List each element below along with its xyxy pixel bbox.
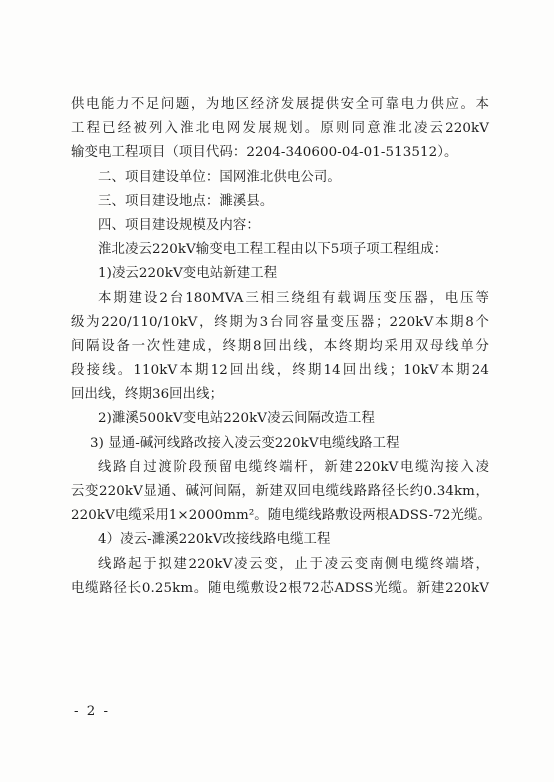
paragraph-line: 线路自过渡阶段预留电缆终端杆，新建220kV电缆沟接入凌 [98, 459, 489, 475]
paragraph-line: 淮北凌云220kV输变电工程工程由以下5项子项工程组成： [98, 242, 448, 258]
section-heading: 四、项目建设规模及内容： [98, 217, 260, 233]
subsection-heading: 1)凌云220kV变电站新建工程 [98, 266, 278, 282]
subsection-heading: 3) 显通-碱河线路改接入凌云变220kV电缆线路工程 [90, 435, 400, 451]
paragraph-line: 电缆路径长0.25km。随电缆敷设2根72芯ADSS光缆。新建220kV [71, 580, 489, 596]
subsection-heading: 2)濉溪500kV变电站220kV凌云间隔改造工程 [98, 411, 376, 427]
paragraph-line: 输变电工程项目（项目代码：2204-340600-04-01-513512）。 [71, 145, 458, 161]
paragraph-line: 间隔设备一次性建成，终期8回出线，本终期均采用双母线单分 [71, 338, 489, 354]
paragraph-line: 线路起于拟建220kV凌云变，止于凌云变南侧电缆终端塔， [98, 556, 489, 572]
subsection-heading: 4）凌云-濉溪220kV改接线路电缆工程 [98, 532, 331, 548]
section-heading: 二、项目建设单位：国网淮北供电公司。 [98, 169, 341, 185]
section-heading: 三、项目建设地点：濉溪县。 [98, 193, 274, 209]
paragraph-line: 级为220/110/10kV，终期为3台同容量变压器；220kV本期8个 [71, 314, 489, 330]
paragraph-line: 段接线。110kV本期12回出线，终期14回出线；10kV本期24 [71, 363, 489, 379]
page-number: - 2 - [74, 704, 111, 719]
paragraph-line: 供电能力不足问题，为地区经济发展提供安全可靠电力供应。本 [71, 97, 489, 112]
paragraph-line: 回出线，终期36回出线； [71, 387, 224, 403]
paragraph-line: 本期建设2台180MVA三相三绕组有载调压变压器，电压等 [98, 290, 489, 306]
paragraph-line: 云变220kV显通、碱河间隔，新建双回电缆线路路径长约0.34km， [71, 484, 489, 499]
paragraph-line: 工程已经被列入淮北电网发展规划。原则同意淮北凌云220kV [71, 121, 489, 137]
paragraph-line: 220kV电缆采用1×2000mm²。随电缆线路敷设两根ADSS-72光缆。 [71, 508, 491, 524]
document-body [71, 93, 489, 601]
